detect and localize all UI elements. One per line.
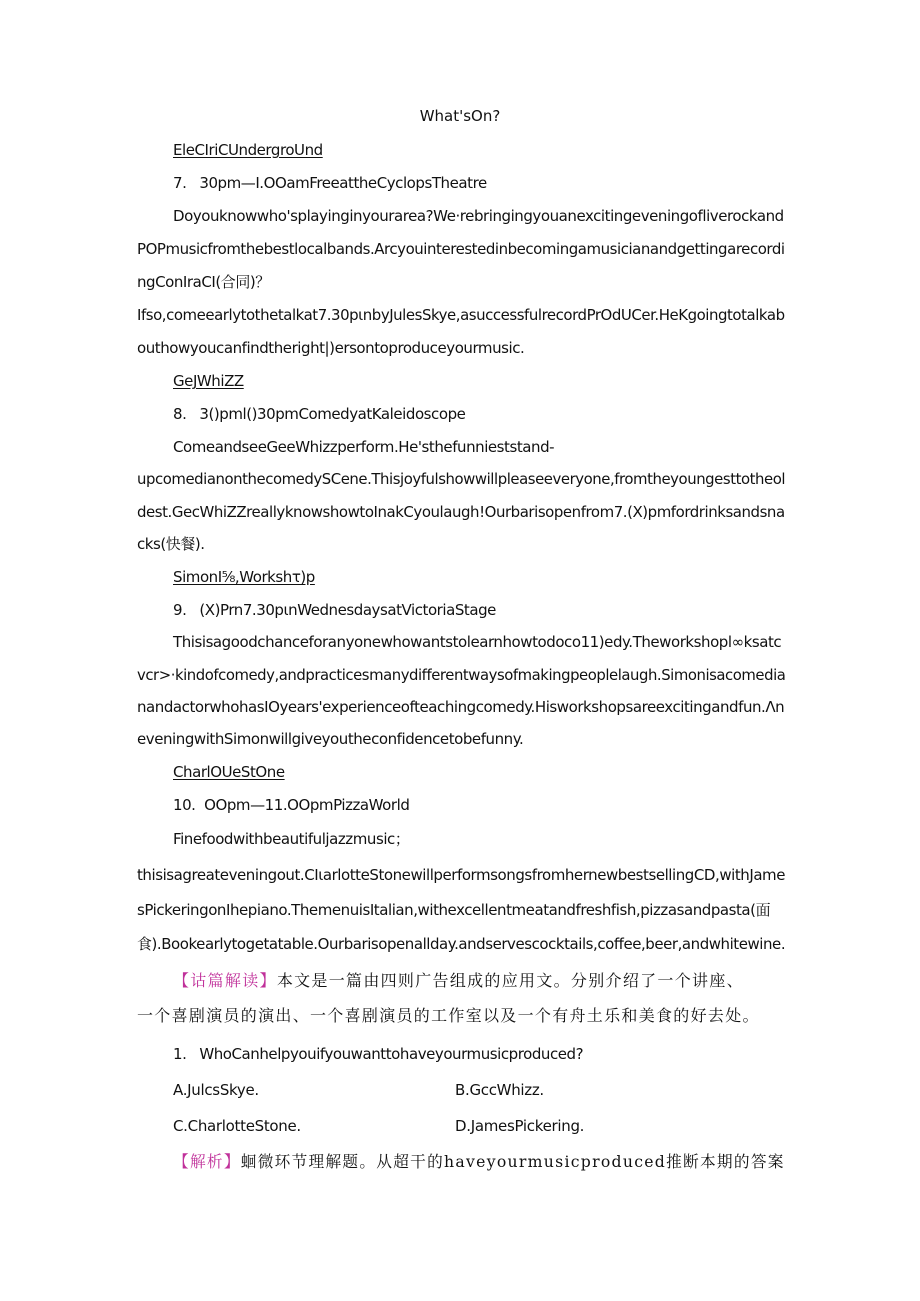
body-line: cks(快餐). — [137, 535, 205, 553]
section-heading: CharlOUeStOne — [173, 763, 285, 781]
option-a: A.JulcsSkye. — [173, 1081, 259, 1099]
section-time: 8. 3()pml()30pmComedyatKaleidoscope — [173, 405, 466, 423]
body-line: eveningwithSimonwillgiveyoutheconfidencetobefunny. — [137, 730, 524, 748]
body-line: nandactorwhohasIOyears'experienceofteachingcomedy.Hisworkshopsareexcitingandfun.Λn — [137, 698, 785, 716]
body-line: ComeandseeGeeWhizzperform.He'sthefunnieststand- — [173, 438, 555, 456]
body-line: POPmusicfromthebestlocalbands.Arcyouinterestedinbecomingamusicianandgettingarecordi — [137, 240, 785, 258]
body-line: Doyouknowwho'splayinginyourarea?We·rebringingyouanexcitingeveningofliverockand — [173, 207, 784, 225]
reading-summary-line: 一个喜剧演员的演出、一个喜剧演员的工作室以及一个有舟土乐和美食的好去处。 — [137, 1006, 760, 1025]
analysis-text: 蛔微环节理解题。从超干的haveyourmusicproduced推断本期的答案 — [240, 1152, 785, 1171]
section-time: 7. 30pm—I.OOamFreeattheCyclopsTheatre — [173, 174, 487, 192]
body-line: sPickeringonIhepiano.ThemenuisItalian,withexcellentmeatandfreshfish,pizzasandpasta(面 — [137, 901, 771, 919]
body-line: upcomedianonthecomedySCene.Thisjoyfulshowwillpleaseeveryone,fromtheyoungesttotheol — [137, 470, 786, 488]
option-c: C.CharlotteStone. — [173, 1117, 301, 1135]
body-line: Ifso,comeearlytothetalkat7.30pιnbyJulesSkye,asuccessfulrecordPrOdUCer.HeKgoingtotalkab — [137, 306, 785, 324]
section-heading: SimonI⁵⁄₈,Workshτ)p — [173, 568, 315, 586]
body-line: Thisisagoodchanceforanyonewhowantstolearnhowtodoco11)edy.Theworkshopl∞ksatc — [173, 633, 782, 651]
section-time: 9. (X)Prn7.30pιnWednesdaysatVictoriaStage — [173, 601, 496, 619]
option-b: B.GccWhizz. — [455, 1081, 544, 1099]
analysis-line — [173, 1152, 785, 1172]
body-line: Finefoodwithbeautifuljazzmusic； — [173, 830, 410, 848]
reading-summary-line — [173, 971, 744, 991]
body-line: outhowyoucanfindtheright|)ersontoproduceyourmusic. — [137, 339, 525, 357]
reading-text: 本文是一篇由四则广告组成的应用文。分别介绍了一个讲座、 — [276, 971, 744, 990]
body-line: 食).Bookearlytogetatable.Ourbarisopenallday.andservescocktails,coffee,beer,andwhitewine. — [137, 935, 786, 953]
question-text: 1. WhoCanhelpyouifyouwanttohaveyourmusicproduced? — [173, 1045, 584, 1063]
body-line: ngConIraCI(合同)？ — [137, 273, 270, 291]
body-line: dest.GecWhiZZreallyknowshowtoInakCyoulaugh!Ourbarisopenfrom7.(X)pmfordrinksandsna — [137, 503, 785, 521]
section-time: 10. OOpm—11.OOpmPizzaWorld — [173, 796, 410, 814]
section-heading: GeJWhiZZ — [173, 372, 244, 390]
section-heading: EleCIriCUndergroUnd — [173, 141, 323, 159]
body-line: vcr>·kindofcomedy,andpracticesmanydifferentwaysofmakingpeoplelaugh.Simonisacomedia — [137, 666, 786, 684]
reading-tag: 【诂篇解读】 — [173, 971, 277, 990]
analysis-tag: 【解析】 — [173, 1152, 241, 1171]
page-title: What'sOn? — [419, 107, 501, 125]
body-line: thisisagreateveningout.CIιarlotteStonewillperformsongsfromhernewbestsellingCD,withJame — [137, 866, 785, 884]
option-d: D.JamesPickering. — [455, 1117, 585, 1135]
